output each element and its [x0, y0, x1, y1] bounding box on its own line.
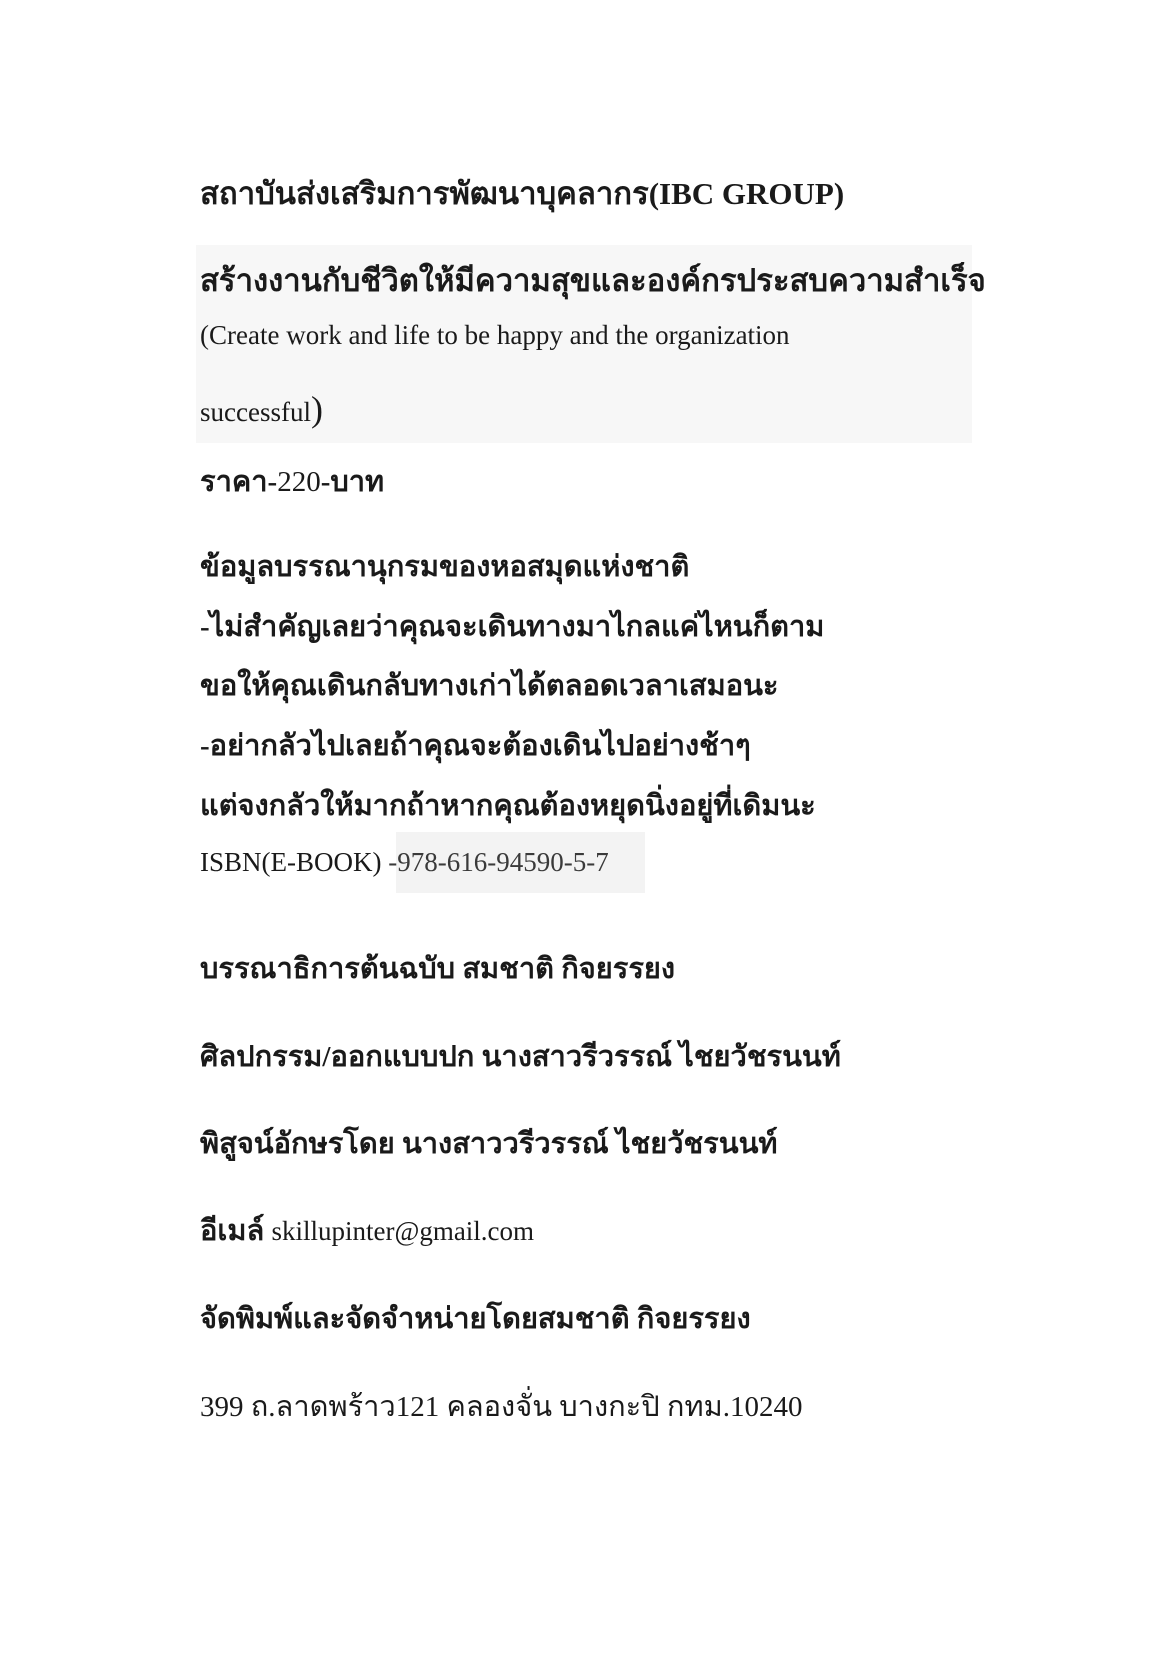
book-title-english-line2	[200, 388, 323, 430]
book-title-english-line1	[200, 320, 790, 351]
price-line	[200, 458, 384, 504]
catalog-line: -อย่ากลัวไปเลยถ้าคุณจะต้องเดินไปอย่างช้าๆ	[200, 730, 751, 762]
book-title-thai: สร้างงานกับชีวิตให้มีความสุขและองค์กรประสบความสำเร็จ	[200, 263, 986, 298]
catalog-line: แต่จงกลัวให้มากถ้าหากคุณต้องหยุดนิ่งอยู่ที่เดิมนะ	[200, 790, 816, 822]
editor-credit: บรรณาธิการต้นฉบับ สมชาติ กิจยรรยง	[200, 953, 676, 985]
price-label: ราคา-	[200, 466, 278, 498]
isbn-label: ISBN(E-BOOK)	[200, 847, 389, 877]
isbn-number: -978-616-94590-5-7	[388, 847, 609, 877]
english-title-part2: successful	[200, 397, 311, 427]
proofreader-credit: พิสูจน์อักษรโดย นางสาววรีวรรณ์ ไชยวัชรนนท์	[200, 1128, 778, 1160]
catalog-line: ขอให้คุณเดินกลับทางเก่าได้ตลอดเวลาเสมอนะ	[200, 670, 779, 702]
publisher-address: 399 ถ.ลาดพร้าว121 คลองจั่น บางกะปิ กทม.10240	[200, 1391, 803, 1423]
publisher-credit: จัดพิมพ์และจัดจำหน่ายโดยสมชาติ กิจยรรยง	[200, 1303, 751, 1335]
isbn-line	[200, 847, 609, 878]
price-unit: -บาท	[320, 466, 385, 498]
open-parenthesis: (	[200, 320, 209, 350]
email-label: อีเมล์	[200, 1215, 272, 1247]
art-credit: ศิลปกรรม/ออกแบบปก นางสาวรีวรรณ์ ไชยวัชรนนท์	[200, 1041, 841, 1073]
english-title-part1: Create work and life to be happy and the organization	[209, 320, 790, 350]
close-parenthesis: )	[310, 389, 323, 429]
catalog-line: -ไม่สำคัญเลยว่าคุณจะเดินทางมาไกลแค่ไหนก็ตาม	[200, 611, 825, 643]
institute-name: สถาบันส่งเสริมการพัฒนาบุคลากร(IBC GROUP)	[200, 176, 845, 211]
email-address[interactable]: skillupinter@gmail.com	[271, 1216, 535, 1246]
email-line	[200, 1207, 534, 1253]
price-amount: 220	[277, 466, 321, 498]
catalog-heading: ข้อมูลบรรณานุกรมของหอสมุดแห่งชาติ	[200, 551, 690, 583]
